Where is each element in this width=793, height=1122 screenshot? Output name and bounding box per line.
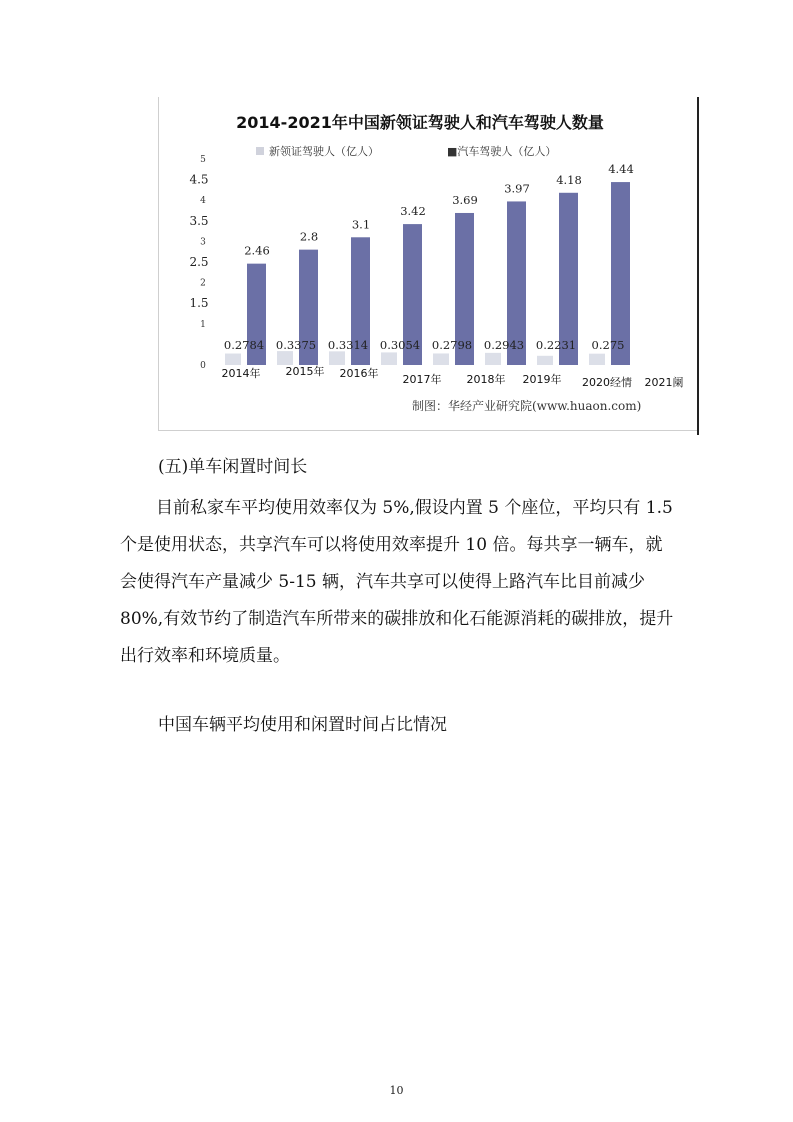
car-driver-value-label: 3.42	[400, 204, 426, 219]
y-tick-label: 4	[200, 196, 206, 207]
legend-swatch-new	[256, 147, 264, 155]
chart-caption-heading: 中国车辆平均使用和闲置时间占比情况	[158, 715, 447, 735]
car-driver-value-label: 3.97	[504, 181, 530, 196]
chart-figure	[158, 97, 697, 431]
y-tick-label: 3	[200, 237, 206, 248]
car-driver-value-label: 2.8	[299, 229, 319, 244]
car-driver-value-label: 3.69	[452, 192, 478, 207]
category-label: 2019年	[522, 373, 562, 386]
category-label: 2020经情	[582, 376, 632, 389]
y-tick-label: 4.5	[189, 172, 209, 187]
new-licensed-value-label: 0.275	[591, 338, 625, 352]
category-label: 2016年	[339, 367, 379, 380]
new-licensed-value-label: 0.2943	[483, 338, 525, 352]
new-licensed-value-label: 0.2784	[223, 338, 265, 352]
category-label: 2018年	[466, 373, 506, 386]
body-paragraph: 目前私家车平均使用效率仅为 5%,假设内置 5 个座位，平均只有 1.5 个是使用状态，共享汽车可以将使用效率提升 10 倍。每共享一辆车，就会使得汽车产量减少 5-15 辆，汽车共享可以使得上路汽车比目前减少 80%,有效节约了制造汽车所带来的碳排放和化石能源消耗的碳排放，提升出行效率和环境质量。	[120, 498, 674, 666]
y-tick-label: 1.5	[189, 296, 209, 311]
page-number: 10	[389, 1084, 404, 1097]
category-label: 2017年	[402, 373, 442, 386]
chart-source: 制图：华经产业研究院(www.huaon.com)	[412, 399, 642, 413]
y-tick-label: 2.5	[189, 255, 209, 269]
new-licensed-bar	[537, 356, 553, 365]
new-licensed-value-label: 0.3314	[327, 338, 369, 352]
category-label: 2015年	[285, 365, 325, 378]
section-heading: (五)单车闲置时间长	[158, 457, 308, 477]
y-axis-ticks	[189, 155, 208, 371]
new-licensed-bar	[381, 352, 397, 365]
car-driver-value-label: 3.1	[351, 217, 371, 232]
y-tick-label: 1	[200, 319, 206, 330]
category-label: 2021阑	[644, 376, 684, 389]
legend-label-car: ■汽车驾驶人（亿人）	[447, 145, 557, 158]
car-driver-value-label: 2.46	[244, 243, 270, 258]
new-licensed-value-label: 0.2798	[431, 338, 473, 352]
legend-label-new: 新领证驾驶人（亿人）	[269, 145, 379, 158]
new-licensed-bar	[433, 353, 449, 365]
car-driver-value-label: 4.18	[556, 172, 582, 187]
new-licensed-bar	[329, 351, 345, 365]
bar-chart	[159, 97, 697, 430]
new-licensed-value-label: 0.3054	[379, 338, 421, 352]
y-tick-label: 0	[200, 361, 206, 371]
new-licensed-value-label: 0.3375	[275, 338, 317, 352]
chart-title: 2014-2021年中国新领证驾驶人和汽车驾驶人数量	[236, 113, 604, 132]
new-licensed-value-label: 0.2231	[535, 338, 577, 352]
new-licensed-bar	[277, 351, 293, 365]
y-tick-label: 5	[200, 155, 206, 165]
category-label: 2014年	[221, 367, 261, 380]
y-tick-label: 2	[200, 278, 206, 289]
new-licensed-bar	[225, 354, 241, 365]
y-tick-label: 3.5	[189, 213, 209, 228]
new-licensed-bar	[485, 353, 501, 365]
new-licensed-bar	[589, 354, 605, 365]
car-driver-value-label: 4.44	[608, 162, 634, 177]
